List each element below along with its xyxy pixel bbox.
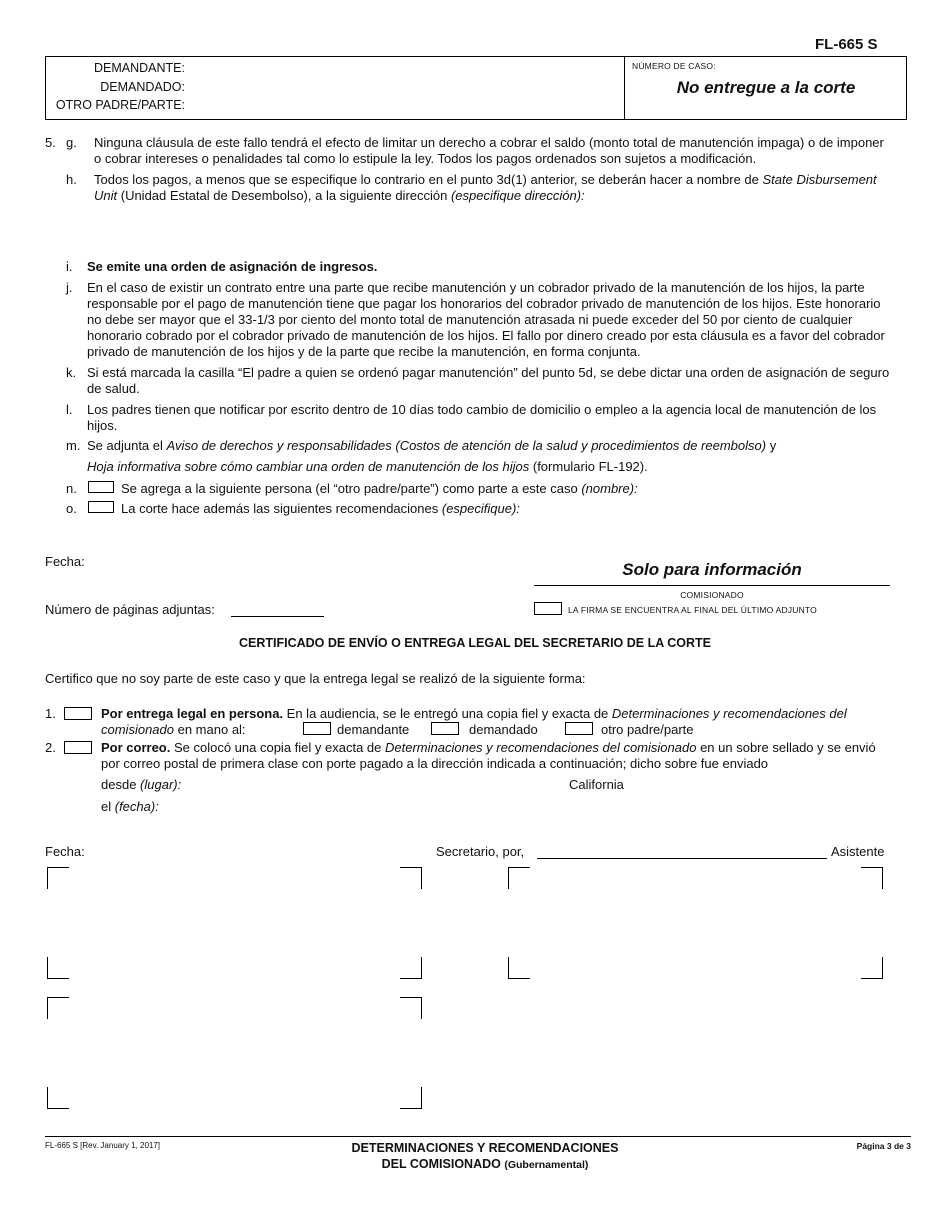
footer-page-number: Página 3 de 3 — [856, 1141, 911, 1151]
item-l-letter: l. — [66, 402, 73, 417]
item-i-letter: i. — [66, 259, 73, 274]
item-o-letter: o. — [66, 501, 77, 516]
paginas-adjuntas-input-line[interactable] — [231, 616, 324, 617]
item-j-text: En el caso de existir un contrato entre una parte que recibe manutención y un cobrador privado de la manutención de los hijos, la parte responsable por el pago de manutención tiene que pagar los honorarios del cobrador privado de manutención de los hijos. Este honorario no debe ser mayor que el 33-1/3 por ciento del monto total de manutención atrasada ni puede exceder del 50 por ciento de cualquier honorario cobrado por el cobrador privado de manutención de los hijos. El fallo por dinero creado por esta cláusula es a favor del cobrador privado de manutención de los hijos y de la parte que recibe la manutención, en forma conjunta. — [87, 280, 885, 359]
demandado-checkbox[interactable] — [431, 722, 459, 735]
address-block-1-corner-tr — [400, 867, 422, 889]
address-block-3-corner-tr — [400, 997, 422, 1019]
correo-checkbox[interactable] — [64, 741, 92, 754]
fecha-label: Fecha: — [45, 554, 85, 569]
item-number-5: 5. — [45, 135, 56, 150]
cert-item-2-number: 2. — [45, 740, 56, 755]
item-h-text: Todos los pagos, a menos que se especifique lo contrario en el punto 3d(1) anterior, se deberán hacer a nombre de State Disbursement Unit (Unidad Estatal de Desembolso), a la siguiente dirección (especifique dirección): — [94, 172, 877, 203]
cert-item-2-text: Por correo. Se colocó una copia fiel y exacta de Determinaciones y recomendaciones del comisionado en un sobre sellado y se envió por correo postal de primera clase con porte pagado a la dirección indicada a continuación; dicho sobre fue enviado — [101, 740, 876, 771]
comisionado-label: COMISIONADO — [680, 590, 744, 600]
form-number: FL-665 S — [815, 36, 878, 53]
footer-title-line2: DEL COMISIONADO (Gubernamental) — [381, 1157, 589, 1171]
solo-para-informacion: Solo para información — [622, 560, 802, 579]
item-h-letter: h. — [66, 172, 77, 187]
demandante-checkbox[interactable] — [303, 722, 331, 735]
firma-adjunto-checkbox[interactable] — [534, 602, 562, 615]
firma-adjunto-label: LA FIRMA SE ENCUENTRA AL FINAL DEL ÚLTIMO ADJUNTO — [568, 605, 817, 615]
item-m-letter: m. — [66, 438, 81, 453]
certificate-intro: Certifico que no soy parte de este caso y que la entrega legal se realizó de la siguiente forma: — [45, 671, 586, 686]
address-block-3-corner-bl — [47, 1087, 69, 1109]
item-g-text: Ninguna cláusula de este fallo tendrá el efecto de limitar un derecho a cobrar el saldo (monto total de manutención impaga) o de imponer o cobrar intereses o penalidades tal como lo estipule la ley. Todos los pagos ordenados son sujetos a modificación. — [94, 135, 884, 166]
footer-revision: FL-665 S [Rev. January 1, 2017] — [45, 1141, 161, 1150]
comisionado-signature-line — [534, 585, 890, 586]
demandante-option-label: demandante — [337, 722, 410, 737]
el-fecha-label: el (fecha): — [101, 799, 159, 814]
address-block-3-corner-tl — [47, 997, 69, 1019]
item-o-text: La corte hace además las siguientes recomendaciones (especifique): — [121, 501, 520, 516]
case-number-value: No entregue a la corte — [676, 78, 856, 97]
otro-padre-checkbox[interactable] — [565, 722, 593, 735]
address-block-2-corner-tr — [861, 867, 883, 889]
case-number-label: NÚMERO DE CASO: — [632, 61, 716, 71]
cert-item-1-text: Por entrega legal en persona. En la audiencia, se le entregó una copia fiel y exacta de Determinaciones y recomendaciones del comisionado en mano al: — [101, 706, 847, 737]
demandado-option-label: demandado — [469, 722, 538, 737]
address-block-1-corner-bl — [47, 957, 69, 979]
cert-fecha-label: Fecha: — [45, 844, 85, 859]
item-o-checkbox[interactable] — [88, 501, 114, 513]
secretario-label: Secretario, por, — [436, 844, 525, 859]
secretario-signature-line[interactable] — [537, 858, 827, 859]
item-k-letter: k. — [66, 365, 77, 380]
item-j-letter: j. — [66, 280, 73, 295]
address-block-2-corner-br — [861, 957, 883, 979]
entrega-persona-checkbox[interactable] — [64, 707, 92, 720]
footer-title — [300, 1140, 670, 1173]
item-m-text-line2: Hoja informativa sobre cómo cambiar una orden de manutención de los hijos (formulario FL-192). — [87, 459, 648, 474]
address-block-1-corner-tl — [47, 867, 69, 889]
otro-padre-option-label: otro padre/parte — [601, 722, 694, 737]
item-g-letter: g. — [66, 135, 77, 150]
footer-rule — [45, 1136, 911, 1137]
footer-title-line1: DETERMINACIONES Y RECOMENDACIONES — [351, 1141, 619, 1155]
desde-lugar-label: desde (lugar): — [101, 777, 182, 792]
item-m-text-line1: Se adjunta el Aviso de derechos y responsabilidades (Costos de atención de la salud y procedimientos de reembolso) y — [87, 438, 777, 453]
demandante-label: DEMANDANTE: — [94, 61, 185, 75]
item-k-text: Si está marcada la casilla “El padre a quien se ordenó pagar manutención” del punto 5d, se debe dictar una orden de asignación de seguro de salud. — [87, 365, 890, 396]
item-l-text: Los padres tienen que notificar por escrito dentro de 10 días todo cambio de domicilio o empleo a la agencia local de manutención de los hijos. — [87, 402, 877, 433]
caption-divider — [624, 56, 625, 119]
demandado-label: DEMANDADO: — [100, 80, 185, 94]
address-block-2-corner-tl — [508, 867, 530, 889]
paginas-adjuntas-label: Número de páginas adjuntas: — [45, 602, 215, 617]
california-label: California — [569, 777, 624, 792]
address-block-3-corner-br — [400, 1087, 422, 1109]
item-n-letter: n. — [66, 481, 77, 496]
address-block-2-corner-bl — [508, 957, 530, 979]
item-n-checkbox[interactable] — [88, 481, 114, 493]
cert-item-1-number: 1. — [45, 706, 56, 721]
otro-padre-label: OTRO PADRE/PARTE: — [55, 98, 185, 112]
asistente-label: Asistente — [831, 844, 885, 859]
item-i-text: Se emite una orden de asignación de ingresos. — [87, 259, 378, 274]
address-block-1-corner-br — [400, 957, 422, 979]
item-n-text: Se agrega a la siguiente persona (el “otro padre/parte”) como parte a este caso (nombre): — [121, 481, 638, 496]
certificate-heading: CERTIFICADO DE ENVÍO O ENTREGA LEGAL DEL SECRETARIO DE LA CORTE — [238, 636, 712, 650]
